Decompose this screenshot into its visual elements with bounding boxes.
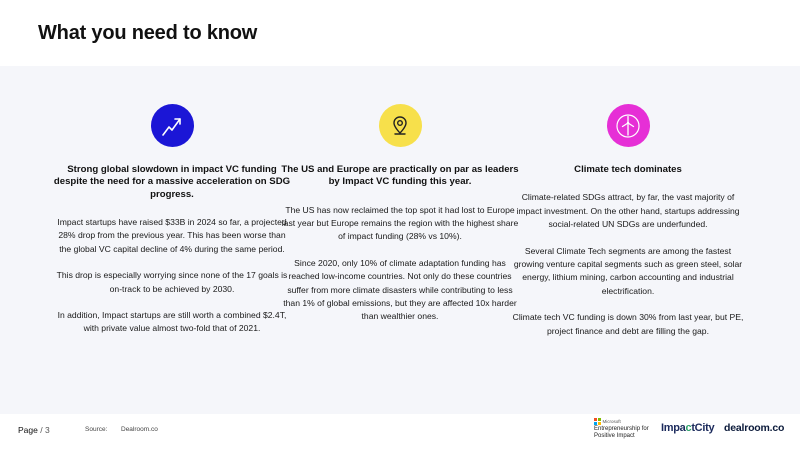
- column-heading: Climate tech dominates: [574, 164, 682, 175]
- column-paragraph: Impact startups have raised $33B in 2024 so far, a projected 28% drop from the previous year. This has been worse than the global VC capital decline of 4% during the same period.: [57, 216, 287, 254]
- source-value: Dealroom.co: [121, 426, 158, 433]
- column-paragraph: Climate-related SDGs attract, by far, the vast majority of impact investment. On the other hand, startups addressing social-related UN SDGs are underfunded.: [516, 192, 740, 230]
- microsoft-brand-text: Microsoft: [602, 419, 621, 424]
- page-number: / 3: [40, 425, 50, 435]
- page-indicator: [18, 425, 50, 435]
- impactcity-logo-text-b: c: [685, 422, 692, 434]
- wind-turbine-icon: [607, 104, 650, 147]
- column-heading: The US and Europe are practically on par as leaders by Impact VC funding this year.: [281, 164, 519, 188]
- content-panel: [0, 66, 800, 414]
- dealroom-logo: dealroom.co: [724, 422, 785, 434]
- column-paragraph: In addition, Impact startups are still worth a combined $2.4T, with private value almost two-fold that of 2021.: [57, 309, 287, 334]
- column-climate-tech: [497, 104, 759, 338]
- column-us-europe: [269, 104, 531, 324]
- source-label: Source:: [85, 426, 108, 433]
- microsoft-logo-icon: [594, 418, 601, 425]
- impactcity-logo: [661, 422, 714, 434]
- column-paragraph: The US has now reclaimed the top spot it had lost to Europe last year but Europe remains the region with the highest share of impact funding (28% vs 10%).: [281, 204, 519, 242]
- column-paragraph: Several Climate Tech segments are among the fastest growing venture capital segments such as green steel, solar energy, lithium mining, carbon accounting and industrial electrification.: [513, 245, 743, 296]
- column-paragraph: Climate tech VC funding is down 30% from last year, but PE, project finance and debt are filling the gap.: [512, 312, 744, 336]
- column-paragraph: This drop is especially worrying since none of the 17 goals is on-track to be achieved by 2030.: [56, 270, 288, 294]
- microsoft-logo-text: Entrepreneurship for Positive Impact: [594, 426, 649, 439]
- column-heading: Strong global slowdown in impact VC funding despite the need for a massive acceleration on SDG progress.: [53, 164, 291, 200]
- impactcity-logo-text-c: tCity: [691, 422, 715, 434]
- page-label: Page: [18, 425, 38, 435]
- column-paragraph: Since 2020, only 10% of climate adaptation funding has reached low-income countries. Not only do these countries suffer from more climate disasters while contributing to less than 1% of global emissions, but they are affected 10x harder than wealthier ones.: [283, 257, 517, 322]
- microsoft-entrepreneurship-logo: [594, 418, 654, 440]
- location-pin-icon: [379, 104, 422, 147]
- trend-up-arrow-icon: [151, 104, 194, 147]
- impactcity-logo-text-a: Impa: [661, 422, 686, 434]
- column-global-slowdown: [41, 104, 303, 336]
- page-title: What you need to know: [38, 22, 258, 44]
